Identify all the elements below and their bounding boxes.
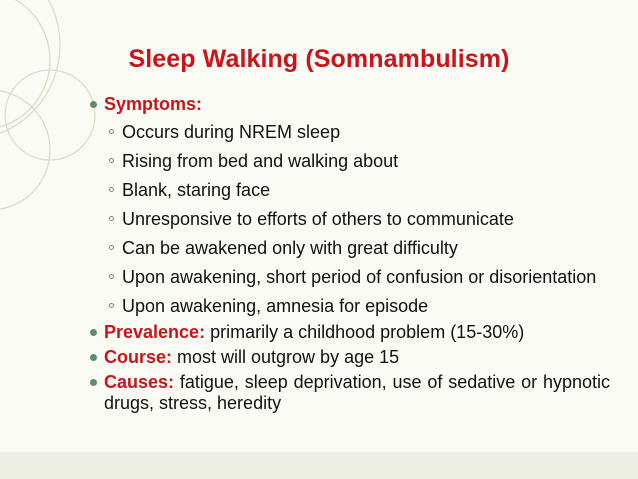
bullet-prevalence: [90, 322, 610, 343]
bullet-dot-icon: [90, 379, 97, 386]
symptom-text: Rising from bed and walking about: [122, 151, 399, 171]
circle-bullet-icon: [109, 274, 114, 279]
deco-circle-4: [0, 90, 50, 210]
slide-title: Sleep Walking (Somnambulism): [128, 45, 510, 73]
circle-bullet-icon: [109, 187, 114, 192]
content: [90, 94, 610, 418]
symptom-item: [90, 122, 610, 143]
circle-bullet-icon: [109, 158, 114, 163]
prevalence-label: Prevalence:: [104, 322, 206, 342]
circle-bullet-icon: [109, 216, 114, 221]
causes-label: Causes:: [104, 372, 175, 392]
circle-bullet-icon: [109, 303, 114, 308]
symptom-text: Upon awakening, amnesia for episode: [122, 296, 429, 316]
symptom-item: [90, 296, 610, 317]
symptom-text: Occurs during NREM sleep: [122, 122, 341, 142]
bottom-band: [0, 452, 638, 479]
course-label: Course:: [104, 347, 173, 367]
causes-text: fatigue, sleep deprivation, use of sedative or hypnotic drugs, stress, heredity: [104, 372, 610, 413]
bullet-dot-icon: [90, 101, 97, 108]
course-text: most will outgrow by age 15: [172, 347, 400, 367]
bullet-dot-icon: [90, 329, 97, 336]
symptoms-label: Symptoms:: [104, 94, 203, 114]
symptom-item: [90, 180, 610, 201]
circle-bullet-icon: [109, 129, 114, 134]
bullet-causes: [90, 372, 610, 414]
bullet-symptoms: [90, 94, 610, 115]
symptom-item: [90, 151, 610, 172]
prevalence-text: primarily a childhood problem (15-30%): [205, 322, 525, 342]
circle-bullet-icon: [109, 245, 114, 250]
symptom-item: [90, 209, 610, 230]
symptom-text: Can be awakened only with great difficulty: [122, 238, 458, 258]
bullet-course: [90, 347, 610, 368]
symptom-item: [90, 267, 610, 288]
symptom-text: Blank, staring face: [122, 180, 271, 200]
symptom-text: Upon awakening, short period of confusion or disorientation: [122, 267, 597, 287]
symptom-text: Unresponsive to efforts of others to communicate: [122, 209, 514, 229]
bullet-dot-icon: [90, 354, 97, 361]
symptom-item: [90, 238, 610, 259]
